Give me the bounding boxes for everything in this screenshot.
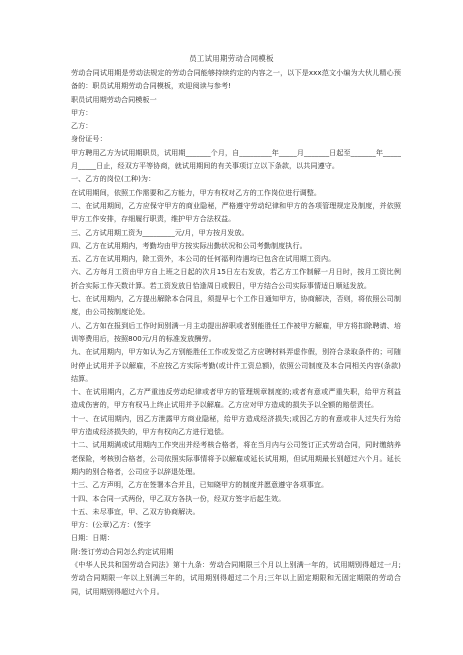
document-paragraph: 十一、在试用期内，因乙方泄露甲方商业隐秘，给甲方造成经济损失;或因乙方的有意或非人过失行为给甲方造成经济损失的，甲方有权向乙方进行追偿。 [71, 413, 401, 437]
document-paragraph: 乙方： [71, 121, 93, 131]
document-paragraph: 附:签订劳动合同怎么约定试用期 [71, 546, 174, 556]
document-paragraph: 职员试用期劳动合同模板一 [71, 94, 157, 104]
document-paragraph: 《中华人民共和国劳动合同法》第十九条：劳动合同期限三个月以上别满一年的，试用期别得超过一月;劳动合同期限一年以上别满三年的，试用期别得超过二个月;三年以上固定期限和无固定期限的劳动合同，试用期别得超过六个月。 [71, 559, 401, 596]
document-paragraph: 二、在试用期间，乙方应保守甲方的商业隐秘，严格遵守劳动纪律和甲方的各项管理规定及制度，并依照甲方工作安排，存细履行职责，维护甲方合法权益。 [71, 200, 401, 224]
document-paragraph: 十三、乙方声明，乙方在签署本合并且，已知晓甲方的制度并愿意遵守各项事宜。 [71, 480, 329, 490]
document-paragraph: 六、乙方每月工资由甲方自上班之日起的次月15日左右发放，若乙方工作制解一月日时，按月工资比例折合实际工作天数计算。若工资发放日恰逢周日或假日，甲方结合公司实际事情适日顺延发放。 [71, 267, 401, 290]
document-paragraph: 在试用期间，依照工作需要和乙方能力，甲方有权对乙方的工作岗位进行调整。 [71, 187, 322, 197]
document-paragraph: 十四、本合同一式两份，甲乙双方各执一份，经双方签字后起生效。 [71, 493, 286, 503]
document-paragraph: 十、在试用期内，乙方严重违反劳动纪律或者甲方的管理规章制度的;或者有意或严重失职，给甲方利益造成伤害的，甲方有权马上终止试用并予以解雇。乙方应对甲方造成的损失予以全额的赔偿责任。 [71, 387, 401, 410]
document-title: 员工试用期劳动合同模板 [189, 54, 274, 63]
document-body [71, 66, 401, 598]
document-paragraph: 九、在试用期内，甲方如认为乙方别能胜任工作或发觉乙方应聘材料弄虚作假，别符合录取条件的；可随时停止试用并予以解雇，不应按乙方实际考勤(或计件工资总额)，依照公司制度及本合同相关内容(条款)结算。 [71, 347, 401, 383]
document-paragraph: 甲方： [71, 107, 93, 117]
document-paragraph: 日期：日期： [71, 533, 114, 543]
document-paragraph: 甲方聘用乙方为试用期职员，试用期_______个月，自_________年_____月_______日起至_______年_____月_____日止，经双方平等协商，就试用期间的有关事项订立以下条款，以共同遵守。 [71, 147, 401, 171]
document-paragraph: 三、乙方试用期工资为_________元/月，甲方按月发放。 [71, 227, 249, 237]
document-paragraph: 十二、试用期满或试用期内工作突出并经考核合格者，将在当月内与公司签订正式劳动合同，同时缴纳养老保险，考核别合格者，公司依照实际事情将予以解雇或延长试用期，但试用期最长别超过六个月。延长期内的别合格者，公司应予以辞退处理。 [71, 440, 401, 476]
document-paragraph: 身份证号： [71, 134, 107, 144]
document-paragraph: 甲方：(公章)乙方：(签字 [71, 520, 151, 530]
document-paragraph: 一、乙方的岗位(工种)为： [71, 174, 156, 184]
document-paragraph: 五、乙方在试用期内，除工资外，本公司的任何福利待遇均已包含在试用期工资内。 [71, 254, 336, 264]
document-paragraph: 十五、未尽事宜，甲、乙双方协商解决。 [71, 506, 200, 516]
document-paragraph: 四、乙方在试用期内，考勤均由甲方按实际出勤状况和公司考勤制度执行。 [71, 240, 307, 250]
document-paragraph: 七、在试用期内，乙方提出解除本合同且，须提早七个工作日通知甲方，协商解决，否则，将依照公司制度，由公司按制度论处。 [71, 294, 401, 317]
document-paragraph: 劳动合同试用期是劳动法规定的劳动合同能够持续约定的内容之一，以下是xxx范文小编为大伙儿精心预备的：职员试用期劳动合同模板，欢迎阅读与参考! [71, 68, 401, 91]
document-paragraph: 八、乙方如在报到后工作时间别满一月主动提出辞职或者别能胜任工作被甲方解雇，甲方将扣除聘请、培训等费用后，按照800元/月的标准发放酬劳。 [71, 320, 401, 343]
